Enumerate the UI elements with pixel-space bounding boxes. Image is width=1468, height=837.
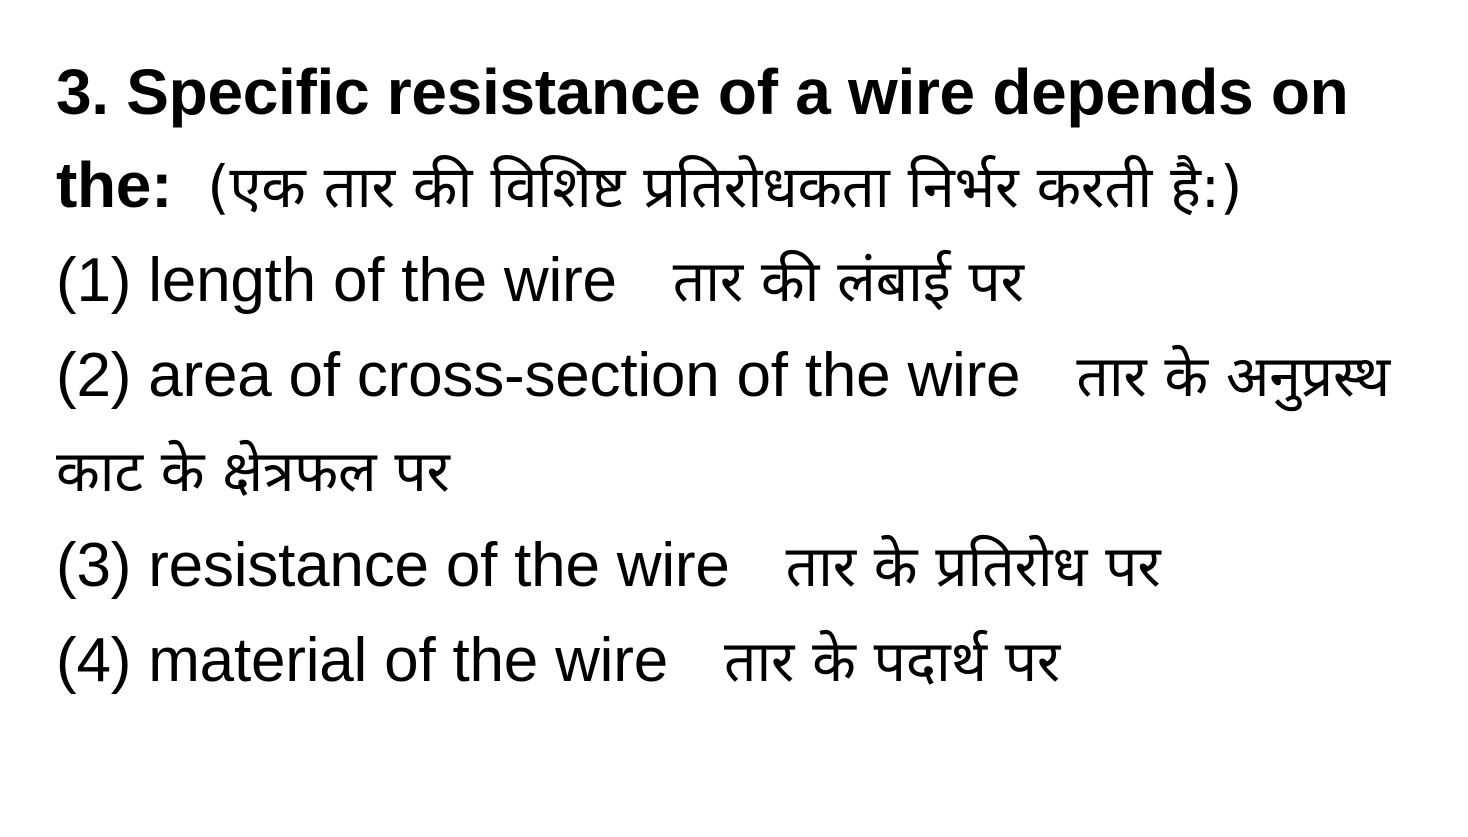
option-3[interactable] — [56, 519, 1436, 614]
options-list — [56, 234, 1436, 709]
question-text — [56, 46, 1436, 234]
question-number: 3. — [56, 56, 109, 128]
option-text-hindi: तार की लंबाई पर — [672, 249, 1024, 315]
option-text-hindi: तार के प्रतिरोध पर — [785, 534, 1161, 600]
option-text-english: length of the wire — [148, 246, 617, 315]
option-text-english: area of cross-section of the wire — [148, 341, 1021, 410]
option-marker: (4) — [56, 626, 132, 695]
option-marker: (3) — [56, 531, 132, 600]
option-marker: (2) — [56, 341, 132, 410]
option-text-english: material of the wire — [148, 626, 668, 695]
option-2[interactable] — [56, 329, 1436, 519]
option-marker: (1) — [56, 246, 132, 315]
option-1[interactable] — [56, 234, 1436, 329]
option-4[interactable] — [56, 614, 1436, 709]
question-text-hindi: (एक तार की विशिष्ट प्रतिरोधकता निर्भर करती है:) — [207, 153, 1243, 221]
option-text-english: resistance of the wire — [148, 531, 730, 600]
question-text-english: Specific resistance of a wire depends on the: — [56, 56, 1349, 221]
option-text-hindi: तार के अनुप्रस्थ काट के क्षेत्रफल पर — [56, 344, 1390, 505]
option-text-hindi: तार के पदार्थ पर — [723, 629, 1060, 695]
question-card — [56, 46, 1436, 709]
